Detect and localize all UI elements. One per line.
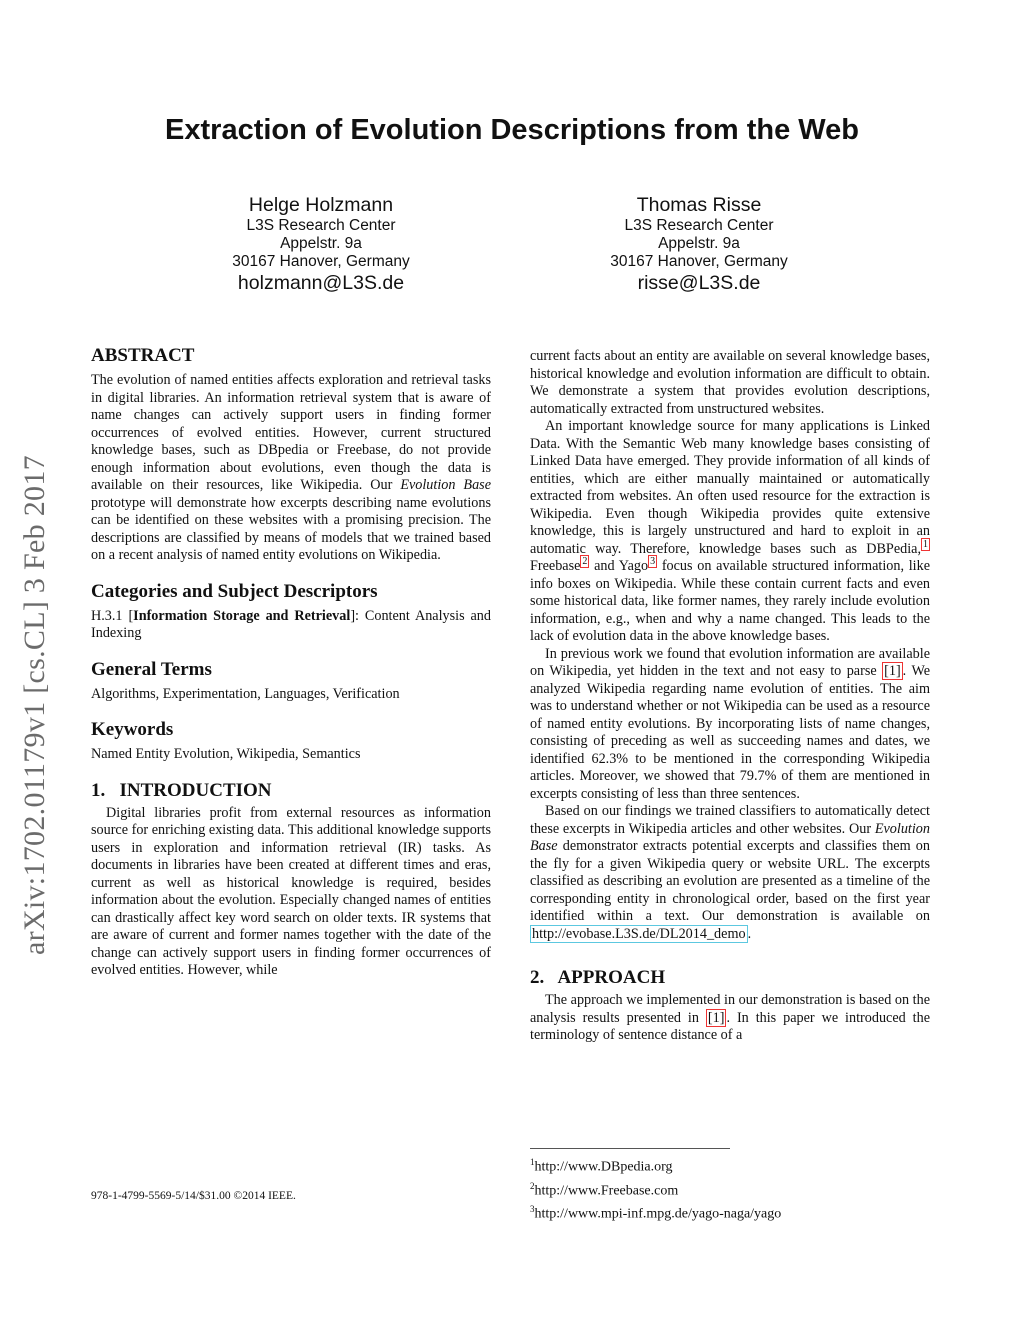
abstract-heading: ABSTRACT xyxy=(91,345,195,366)
author-city: 30167 Hanover, Germany xyxy=(610,253,788,270)
body-paragraph: The approach we implemented in our demonstration is based on the analysis results presented in [1] . In this paper we introduced the terminology of sentence distance of a xyxy=(530,992,930,1043)
general-terms-heading: General Terms xyxy=(91,658,212,680)
categories-heading: Categories and Subject Descriptors xyxy=(91,580,378,602)
footnote: $^2$http://www.Freebase.com xyxy=(530,1180,679,1199)
footnote: $^3$http://www.mpi-inf.mpg.de/yago-naga/yago xyxy=(530,1204,782,1222)
body-paragraph: Based on our findings we trained classifiers to automatically detect these excerpts in Wikipedia articles and other websites. Our Evolution Base demonstrator extracts potential excerpts and classifies them on the fly for a given Wikipedia query or website URL. The excerpts classified as describing an evolution are presented as a timeline of the corresponding entity in chronological order, based on the first year identified within a text. Our demonstration is available on http://evobase.L3S.de/DL2014_demo . xyxy=(530,803,930,942)
demo-url-link[interactable]: http://evobase.L3S.de/DL2014_demo xyxy=(532,925,746,942)
body-paragraph: In previous work we found that evolution information are available on Wikipedia, yet hidden in the text and not easy to parse [1] . We analyzed Wikipedia regarding name evolution of entities. The aim was to understand whether or not Wikipedia can be used as a resource of named entity evolutions. By incorporating lists of name changes, consisting of preceding as well as succeeding names and dates, we identified 62.3% to be mentioned in the corresponding Wikipedia articles. Moreover, we showed that 79.7% of them are mentioned in excerpts consisting of less than three sentences. xyxy=(530,645,930,802)
approach-heading: 2. APPROACH xyxy=(530,967,666,988)
paper-title: Extraction of Evolution Descriptions from the Web xyxy=(165,114,859,146)
author-street: Appelstr. 9a xyxy=(280,235,362,252)
introduction-paragraph: Digital libraries profit from external resources as information source for enriching existing data. This additional knowledge supports users in exploration and information retrieval (IR) tasks. As documents in libraries have been created at different times and eras, current as well as historical knowledge is required, besides information about the evolution. Especially changed names of entities can drastically affect key word search on older texts. IR systems that are aware of current and former names together with the date of the change can actively support users in finding former occurrences of evolved entities. However, while xyxy=(91,804,491,978)
categories-text: H.3.1 [Information Storage and Retrieval]: Content Analysis and Indexing xyxy=(91,607,491,641)
footnote: $^1$http://www.DBpedia.org xyxy=(530,1157,673,1175)
author-affiliation: L3S Research Center xyxy=(624,217,774,234)
introduction-heading: 1. INTRODUCTION xyxy=(91,779,272,801)
body-paragraph: An important knowledge source for many applications is Linked Data. With the Semantic Web many knowledge bases consisting of Linked Data have emerged. They provide information of all kinds of entities, which are either manually maintained or automatically extracted from websites. An often used resource for the extraction is Wikipedia. Even though Wikipedia provides quite extensive knowledge, this is largely unstructured and hard to exploit in an automatic way. Therefore, knowledge bases such as DBPedia, $^1$ Freebase $^2$ and Yago $^3$ focus on available structured information, like info boxes on Wikipedia. While these contain current facts and even some historical data, like former names, they rarely include evolution information, e.g., when and why a name changed. This leads to the lack of evolution data in the above knowledge bases. xyxy=(530,418,930,644)
author-name: Thomas Risse xyxy=(636,194,762,216)
keywords-text: Named Entity Evolution, Wikipedia, Semantics xyxy=(91,746,361,762)
author-block-1 xyxy=(141,193,501,295)
copyright-notice: 978-1-4799-5569-5/14/$31.00 ©2014 IEEE. xyxy=(91,1190,296,1202)
arxiv-stamp: arXiv:1702.01179v1 [cs.CL] 3 Feb 2017 xyxy=(18,455,51,955)
body-paragraph: current facts about an entity are available on several knowledge bases, historical knowledge and evolution information are difficult to obtain. We demonstrate a system that provides evolution descriptions, automatically extracted from unstructured websites. xyxy=(530,348,930,417)
author-name: Helge Holzmann xyxy=(248,194,394,216)
footnote-link-2[interactable]: 2 xyxy=(582,556,588,568)
footnote-link-3[interactable]: 3 xyxy=(650,556,656,568)
left-column xyxy=(91,345,491,980)
citation-link[interactable]: [1] xyxy=(707,1009,725,1026)
author-city: 30167 Hanover, Germany xyxy=(232,253,410,270)
right-column xyxy=(530,348,930,1045)
abstract-text: The evolution of named entities affects exploration and retrieval tasks in digital libraries. An information retrieval system that is aware of name changes can actively support users in finding former occurrences of evolved entities. However, current structured knowledge bases, such as DBpedia or Freebase, do not provide enough information about evolutions, even though the data is available on their resources, like Wikipedia. Our Evolution Base prototype will demonstrate how excerpts describing name evolutions can be identified on these websites with a promising precision. The descriptions are classified by means of models that we trained based on a recent analysis of named entity evolutions on Wikipedia. xyxy=(91,372,492,563)
author-affiliation: L3S Research Center xyxy=(246,217,396,234)
keywords-heading: Keywords xyxy=(91,719,174,740)
author-block-2 xyxy=(519,193,879,295)
author-email: risse@L3S.de xyxy=(637,272,761,294)
author-street: Appelstr. 9a xyxy=(658,235,740,252)
citation-link[interactable]: [1] xyxy=(884,663,901,679)
footnote-rule xyxy=(530,1148,730,1149)
author-email: holzmann@L3S.de xyxy=(237,272,405,294)
general-terms-text: Algorithms, Experimentation, Languages, Verification xyxy=(91,685,400,702)
footnotes xyxy=(530,1148,930,1224)
footnote-link-1[interactable]: 1 xyxy=(923,538,928,550)
